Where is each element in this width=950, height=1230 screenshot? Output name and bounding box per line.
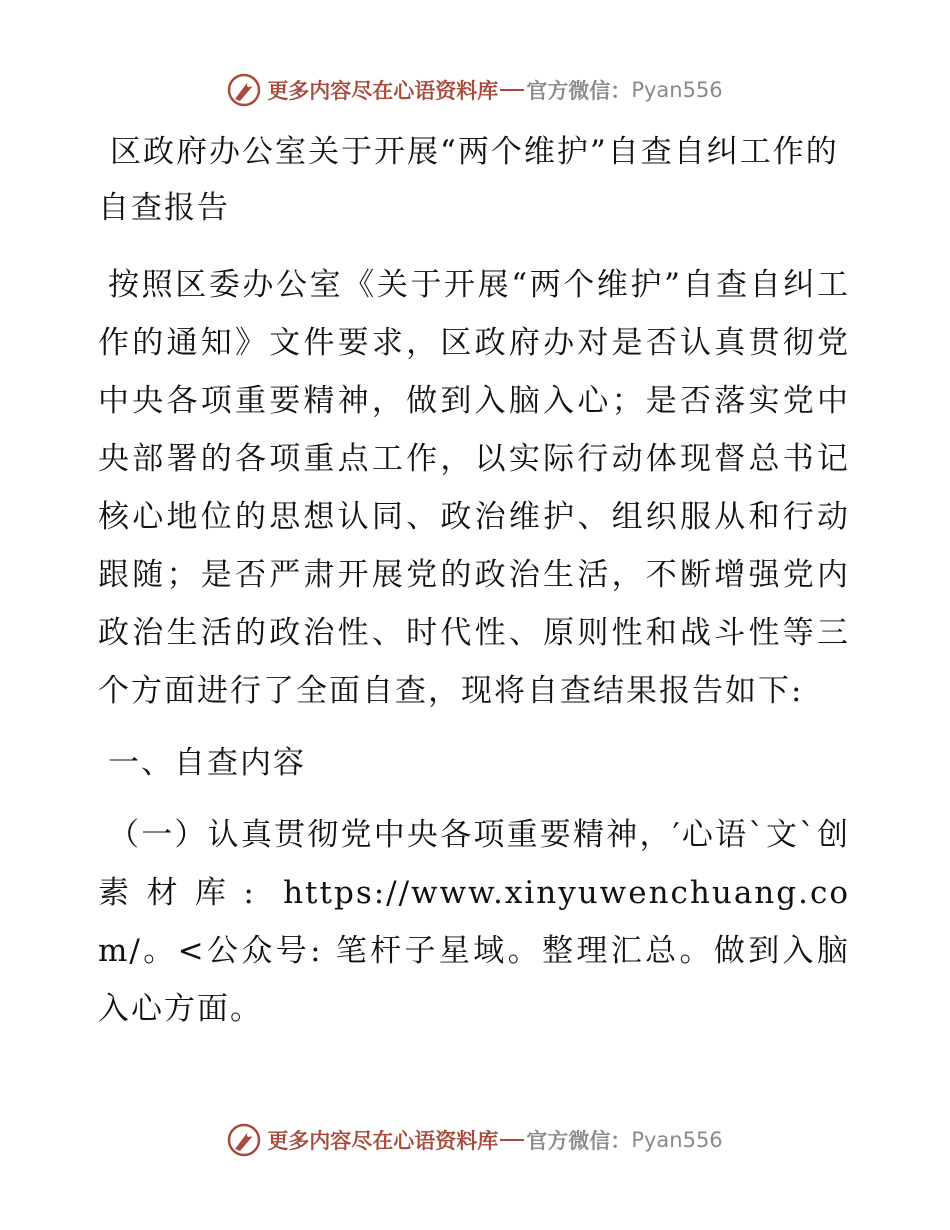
pen-nib-icon [227,1123,261,1157]
promo-text: 更多内容尽在心语资料库 [267,78,499,103]
wechat-id: Pyan556 [631,1128,723,1152]
footer-banner [0,1120,950,1160]
wechat-label: 官方微信： [526,1128,632,1153]
subsection-paragraph: （一）认真贯彻党中央各项重要精神，′心语`文`创素材库: https://www.xinyuwenchuang.com/。<公众号: 笔杆子星域。整理汇总。做到入脑入心方面。 [98,817,850,1027]
promo-text: 更多内容尽在心语资料库 [267,1128,499,1153]
banner-divider [500,1139,524,1141]
header-banner [0,70,950,110]
banner-divider [500,89,524,91]
document-title: 区政府办公室关于开展“两个维护”自查自纠工作的自查报告 [98,134,839,226]
intro-paragraph: 按照区委办公室《关于开展“两个维护”自查自纠工作的通知》文件要求，区政府办对是否认真贯彻党中央各项重要精神，做到入脑入心；是否落实党中央部署的各项重点工作，以实际行动体现督总书记核心地位的思想认同、政治维护、组织服从和行动跟随；是否严肃开展党的政治生活，不断增强党内政治生活的政治性、时代性、原则性和战斗性等三个方面进行了全面自查，现将自查结果报告如下: [98,267,850,709]
wechat-label: 官方微信： [526,78,632,103]
document-body [98,124,850,1038]
wechat-id: Pyan556 [631,78,723,102]
section-heading: 一、自查内容 [108,745,306,781]
pen-nib-icon [227,73,261,107]
